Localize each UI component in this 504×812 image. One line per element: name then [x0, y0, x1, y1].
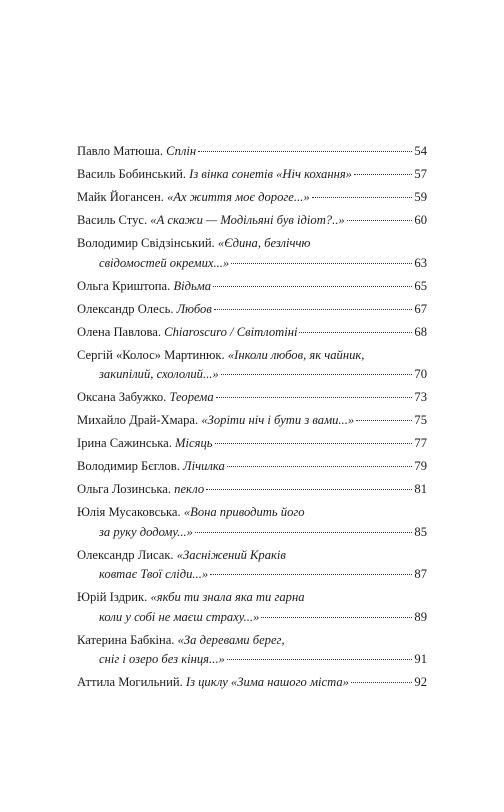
toc-dot-leader — [198, 151, 412, 152]
toc-author: Володимир Бєглов. — [77, 459, 180, 473]
toc-entry — [77, 388, 427, 408]
toc-page-number: 67 — [414, 301, 427, 316]
toc-entry-text — [77, 631, 285, 651]
toc-page-number: 87 — [414, 567, 427, 581]
toc-author: Катерина Бабкіна. — [77, 632, 175, 647]
toc-page-number: 85 — [414, 524, 427, 539]
toc-dot-leader — [312, 197, 413, 198]
toc-entry-text — [77, 277, 211, 297]
toc-author: Павло Матюша. — [77, 144, 164, 158]
toc-entry-text — [99, 523, 193, 543]
toc-entry-text — [99, 565, 208, 585]
toc-entry-text — [77, 300, 212, 320]
toc-author: Олена Павлова. — [77, 324, 162, 339]
toc-page-number: 79 — [414, 459, 427, 473]
toc-entry — [77, 480, 427, 500]
toc-author: Сергій «Колос» Мартинюк. — [77, 347, 225, 362]
toc-entry-text — [99, 650, 225, 670]
toc-entry-continuation — [77, 650, 427, 670]
toc-entry-continuation — [77, 608, 427, 628]
toc-entry — [77, 142, 427, 162]
toc-title: сніг і озеро без кінця...» — [99, 652, 225, 666]
toc-entry — [77, 434, 427, 454]
toc-entry-text — [77, 211, 345, 231]
toc-author: Аттила Могильний. — [77, 675, 183, 689]
toc-dot-leader — [351, 682, 412, 683]
toc-page-number: 60 — [414, 213, 427, 227]
toc-entry-text — [77, 434, 213, 454]
toc-title: Лічилка — [183, 459, 225, 473]
toc-author: Юлія Мусаковська. — [77, 505, 181, 519]
toc-entry-continuation — [77, 365, 427, 385]
toc-title: «Інколи любов, як чайник, — [227, 347, 365, 362]
toc-dot-leader — [215, 443, 413, 444]
toc-page-number: 70 — [414, 367, 427, 381]
toc-title: «Засніжений Краків — [176, 547, 286, 562]
toc-page-number: 59 — [414, 190, 427, 204]
toc-entry-text — [77, 503, 305, 523]
toc-dot-leader — [227, 466, 413, 467]
toc-title: Місяць — [175, 436, 213, 450]
toc-entry-line — [77, 388, 427, 408]
toc-title: «Вона приводить його — [183, 505, 305, 519]
toc-entry-line — [77, 673, 427, 693]
toc-title: Любов — [176, 301, 212, 316]
toc-title: Сплін — [166, 144, 197, 158]
toc-title: «Зоріти ніч і бути з вами...» — [201, 413, 355, 427]
toc-dot-leader — [221, 374, 413, 375]
toc-entry-line — [77, 300, 427, 320]
toc-title: ковтає Твої сліди...» — [99, 567, 209, 581]
toc-dot-leader — [356, 420, 412, 421]
toc-page-number: 57 — [414, 167, 427, 181]
toc-title: коли у собі не маєш страху...» — [99, 609, 260, 624]
toc-entry-text — [77, 480, 204, 500]
toc-page-number: 73 — [414, 390, 427, 404]
toc-title: Chiaroscuro / Світлотіні — [164, 324, 298, 339]
toc-entry — [77, 457, 427, 477]
toc-title: Теорема — [169, 390, 214, 404]
toc-page-number: 65 — [414, 278, 427, 293]
toc-entry-text — [77, 346, 364, 366]
toc-entry-text — [99, 608, 259, 628]
toc-page-number: 77 — [414, 436, 427, 450]
toc-entry — [77, 211, 427, 231]
toc-entry-text — [77, 388, 214, 408]
toc-entry-text — [77, 323, 297, 343]
toc-page-number: 91 — [414, 652, 427, 666]
toc-dot-leader — [227, 659, 413, 660]
toc-entry-text — [77, 142, 196, 162]
toc-title: закипілий, схололий...» — [99, 367, 219, 381]
toc-entry-text — [77, 546, 286, 566]
toc-entry-line — [77, 480, 427, 500]
toc-entry-text — [77, 188, 310, 208]
toc-page-number: 92 — [414, 675, 427, 689]
toc-entry-text — [77, 165, 352, 185]
toc-page-number: 81 — [414, 482, 427, 496]
toc-entry — [77, 346, 427, 385]
toc-entry-text — [99, 365, 219, 385]
toc-entry — [77, 503, 427, 542]
toc-entry — [77, 673, 427, 693]
toc-author: Майк Йогансен. — [77, 190, 164, 204]
toc-entry-line — [77, 457, 427, 477]
toc-title: Відьма — [173, 278, 212, 293]
toc-dot-leader — [231, 263, 412, 264]
toc-dot-leader — [206, 489, 412, 490]
toc-entry-continuation — [77, 523, 427, 543]
toc-entry — [77, 631, 427, 670]
toc-entry-text — [77, 234, 310, 254]
table-of-contents — [77, 142, 427, 696]
toc-page-number: 68 — [414, 324, 427, 339]
toc-dot-leader — [216, 397, 413, 398]
toc-title: «якби ти знала яка ти гарна — [150, 590, 305, 604]
toc-author: Михайло Драй-Хмара. — [77, 413, 199, 427]
toc-author: Ольга Лозинська. — [77, 482, 172, 496]
toc-entry — [77, 300, 427, 320]
toc-entry — [77, 323, 427, 343]
toc-title: «Єдина, безліччю — [217, 236, 311, 250]
toc-entry-line — [77, 188, 427, 208]
toc-author: Василь Стус. — [77, 213, 148, 227]
toc-title: пекло — [174, 482, 205, 496]
toc-entry-text — [77, 411, 354, 431]
toc-entry-line — [77, 434, 427, 454]
toc-title: за руку додому...» — [99, 524, 193, 539]
toc-entry — [77, 188, 427, 208]
toc-author: Ольга Криштопа. — [77, 278, 171, 293]
toc-title: свідомостей окремих...» — [99, 255, 230, 270]
toc-entry-line — [77, 165, 427, 185]
toc-dot-leader — [213, 286, 412, 287]
toc-dot-leader — [347, 220, 413, 221]
toc-entry-line — [77, 546, 427, 566]
toc-author: Володимир Свідзінський. — [77, 236, 215, 250]
toc-entry-text — [77, 588, 305, 608]
toc-entry-text — [77, 673, 349, 693]
toc-entry — [77, 234, 427, 273]
toc-author: Ірина Сажинська. — [77, 436, 172, 450]
toc-entry-line — [77, 503, 427, 523]
toc-entry — [77, 165, 427, 185]
toc-entry-continuation — [77, 565, 427, 585]
toc-title: «Ах життя моє дороге...» — [167, 190, 310, 204]
toc-author: Василь Бобинський. — [77, 167, 186, 181]
toc-entry-text — [77, 457, 225, 477]
toc-entry — [77, 411, 427, 431]
toc-dot-leader — [261, 617, 412, 618]
toc-author: Олександр Лисак. — [77, 547, 174, 562]
toc-dot-leader — [195, 532, 412, 533]
toc-title: Із вінка сонетів «Ніч кохання» — [189, 167, 352, 181]
toc-page-number: 75 — [414, 413, 427, 427]
toc-author: Юрій Іздрик. — [77, 590, 148, 604]
toc-entry-text — [99, 254, 229, 274]
toc-dot-leader — [299, 332, 412, 333]
toc-entry-line — [77, 631, 427, 651]
toc-author: Оксана Забужко. — [77, 390, 167, 404]
toc-page-number: 89 — [414, 609, 427, 624]
toc-entry-line — [77, 277, 427, 297]
toc-entry-line — [77, 323, 427, 343]
toc-entry-line — [77, 211, 427, 231]
toc-entry-line — [77, 142, 427, 162]
toc-entry-line — [77, 411, 427, 431]
toc-entry-line — [77, 234, 427, 254]
toc-entry-line — [77, 588, 427, 608]
toc-title: Із циклу «Зима нашого міста» — [185, 675, 349, 689]
toc-entry-continuation — [77, 254, 427, 274]
toc-page-number: 54 — [414, 144, 427, 158]
toc-entry — [77, 546, 427, 585]
toc-dot-leader — [214, 309, 413, 310]
toc-dot-leader — [210, 574, 412, 575]
toc-dot-leader — [354, 174, 412, 175]
toc-author: Олександр Олесь. — [77, 301, 174, 316]
toc-entry-line — [77, 346, 427, 366]
toc-title: «А скажи — Модільяні був ідіот?..» — [150, 213, 345, 227]
toc-entry — [77, 588, 427, 627]
toc-entry — [77, 277, 427, 297]
toc-page-number: 63 — [414, 255, 427, 270]
toc-title: «За деревами берег, — [177, 632, 285, 647]
